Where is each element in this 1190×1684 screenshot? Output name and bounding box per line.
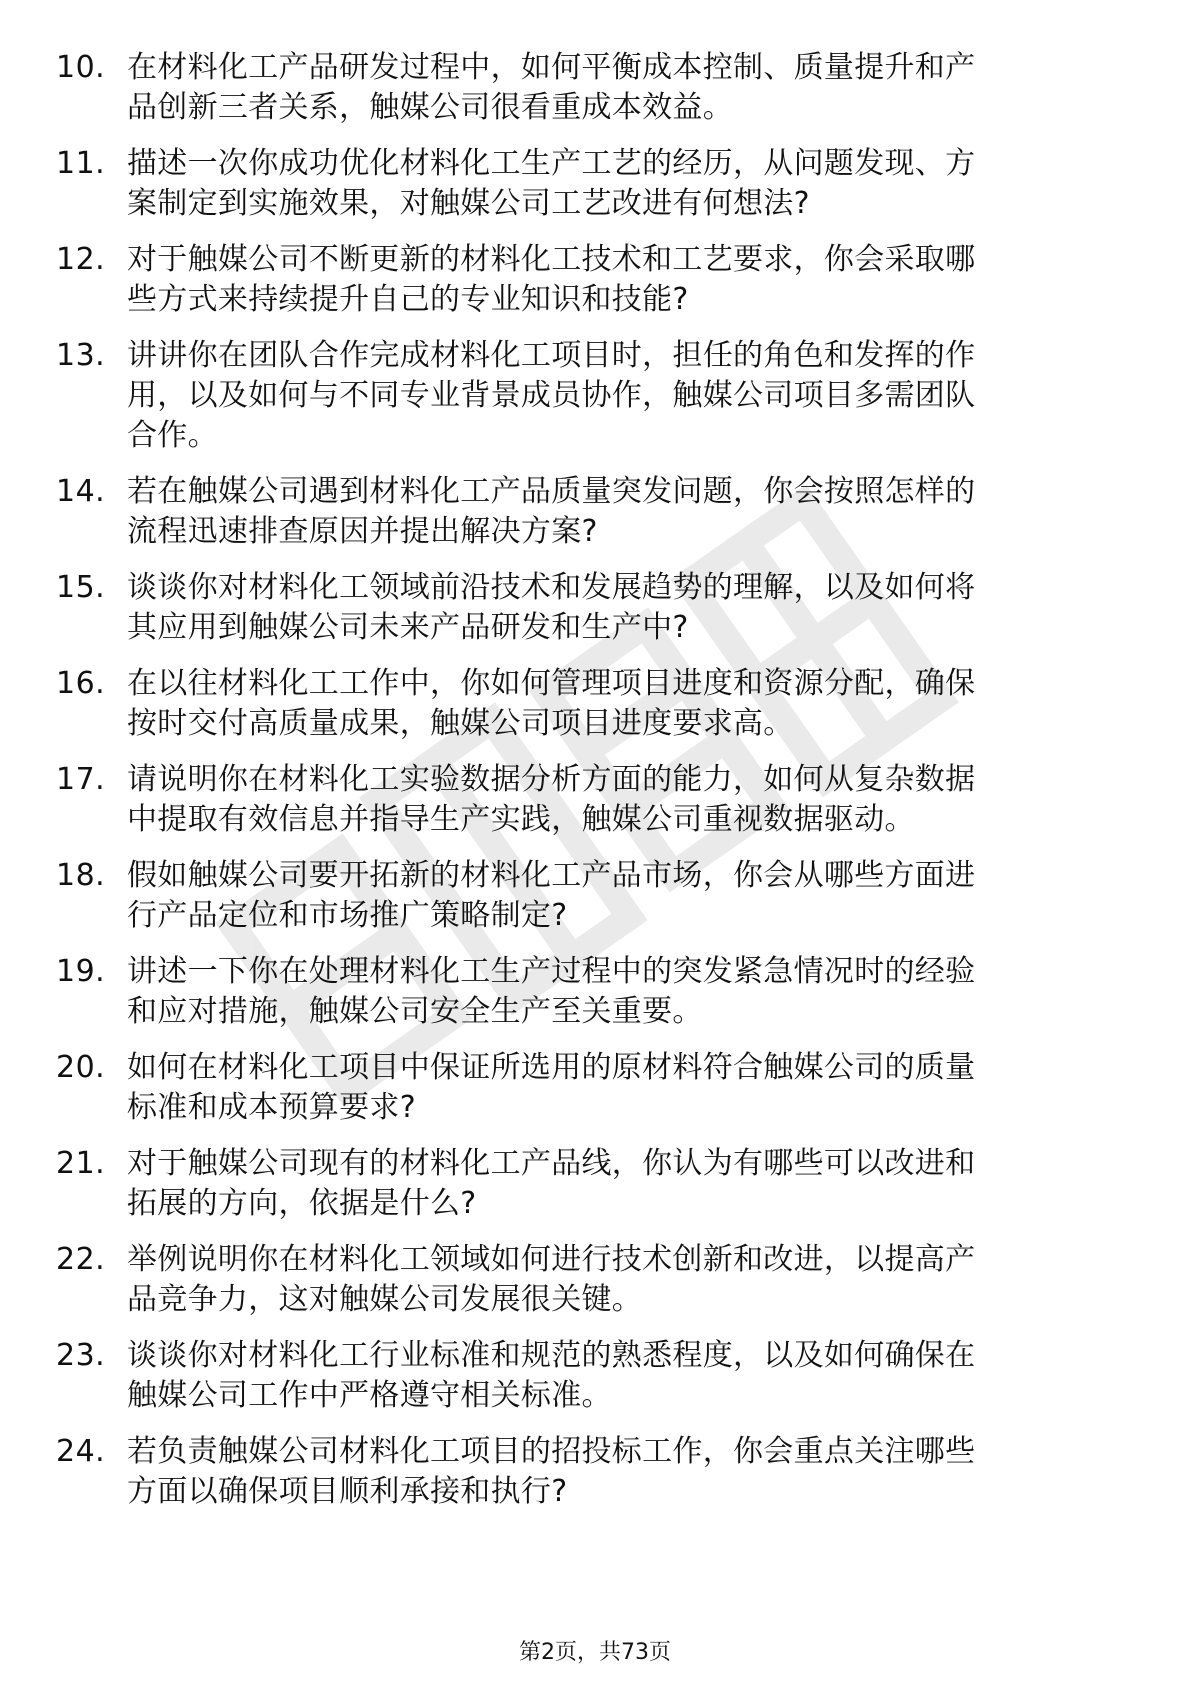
question-number: 11.: [56, 146, 106, 181]
question-line: 方面以确保项目顺利承接和执行?: [127, 1474, 568, 1509]
question-line: 其应用到触媒公司未来产品研发和生产中?: [127, 610, 689, 645]
question-line: 品创新三者关系，触媒公司很看重成本效益。: [127, 90, 733, 125]
question-number: 24.: [56, 1434, 106, 1469]
question-line: 请说明你在材料化工实验数据分析方面的能力，如何从复杂数据: [127, 762, 976, 797]
question-number: 13.: [56, 338, 106, 373]
question-text: [127, 952, 1117, 1032]
question-line: 举例说明你在材料化工领域如何进行技术创新和改进，以提高产: [127, 1242, 976, 1277]
question-line: 若负责触媒公司材料化工项目的招投标工作，你会重点关注哪些: [127, 1434, 976, 1469]
question-text: [127, 760, 1117, 840]
question-line: 用，以及如何与不同专业背景成员协作，触媒公司项目多需团队: [127, 378, 976, 413]
question-text: [127, 664, 1117, 744]
question-number: 17.: [56, 762, 106, 797]
question-line: 若在触媒公司遇到材料化工产品质量突发问题，你会按照怎样的: [127, 474, 976, 509]
question-line: 在以往材料化工工作中，你如何管理项目进度和资源分配，确保: [127, 666, 976, 701]
question-line: 标准和成本预算要求?: [127, 1090, 416, 1125]
question-number: 23.: [56, 1338, 106, 1373]
question-line: 品竞争力，这对触媒公司发展很关键。: [127, 1282, 643, 1317]
question-number: 12.: [56, 242, 106, 277]
question-line: 假如触媒公司要开拓新的材料化工产品市场，你会从哪些方面进: [127, 858, 976, 893]
question-text: [127, 1144, 1117, 1224]
question-line: 流程迅速排查原因并提出解决方案?: [127, 514, 598, 549]
question-line: 拓展的方向，依据是什么?: [127, 1186, 477, 1221]
question-number: 18.: [56, 858, 106, 893]
question-number: 16.: [56, 666, 106, 701]
question-line: 讲讲你在团队合作完成材料化工项目时，担任的角色和发挥的作: [127, 338, 976, 373]
question-number: 10.: [56, 50, 106, 85]
question-line: 如何在材料化工项目中保证所选用的原材料符合触媒公司的质量: [127, 1050, 976, 1085]
question-text: [127, 1432, 1117, 1512]
question-text: [127, 144, 1117, 224]
question-text: [127, 240, 1117, 320]
page-footer: 第2页，共73页: [519, 1640, 671, 1665]
question-text: [127, 472, 1117, 552]
question-text: [127, 856, 1117, 936]
question-line: 谈谈你对材料化工领域前沿技术和发展趋势的理解，以及如何将: [127, 570, 976, 605]
question-line: 行产品定位和市场推广策略制定?: [127, 898, 568, 933]
question-line: 中提取有效信息并指导生产实践，触媒公司重视数据驱动。: [127, 802, 915, 837]
question-number: 22.: [56, 1242, 106, 1277]
question-number: 15.: [56, 570, 106, 605]
question-line: 按时交付高质量成果，触媒公司项目进度要求高。: [127, 706, 794, 741]
question-text: [127, 48, 1117, 128]
question-number: 20.: [56, 1050, 106, 1085]
question-text: [127, 1048, 1117, 1128]
question-text: [127, 1336, 1117, 1416]
question-line: 些方式来持续提升自己的专业知识和技能?: [127, 282, 689, 317]
question-line: 合作。: [127, 418, 218, 453]
question-line: 和应对措施，触媒公司安全生产至关重要。: [127, 994, 703, 1029]
question-number: 19.: [56, 954, 106, 989]
question-number: 14.: [56, 474, 106, 509]
question-line: 案制定到实施效果，对触媒公司工艺改进有何想法?: [127, 186, 810, 221]
question-line: 在材料化工产品研发过程中，如何平衡成本控制、质量提升和产: [127, 50, 976, 85]
question-line: 描述一次你成功优化材料化工生产工艺的经历，从问题发现、方: [127, 146, 976, 181]
question-text: [127, 336, 1117, 456]
question-number: 21.: [56, 1146, 106, 1181]
question-text: [127, 1240, 1117, 1320]
question-line: 对于触媒公司现有的材料化工产品线，你认为有哪些可以改进和: [127, 1146, 976, 1181]
question-line: 对于触媒公司不断更新的材料化工技术和工艺要求，你会采取哪: [127, 242, 976, 277]
question-text: [127, 568, 1117, 648]
question-line: 谈谈你对材料化工行业标准和规范的熟悉程度，以及如何确保在: [127, 1338, 976, 1373]
question-line: 触媒公司工作中严格遵守相关标准。: [127, 1378, 612, 1413]
question-line: 讲述一下你在处理材料化工生产过程中的突发紧急情况时的经验: [127, 954, 976, 989]
